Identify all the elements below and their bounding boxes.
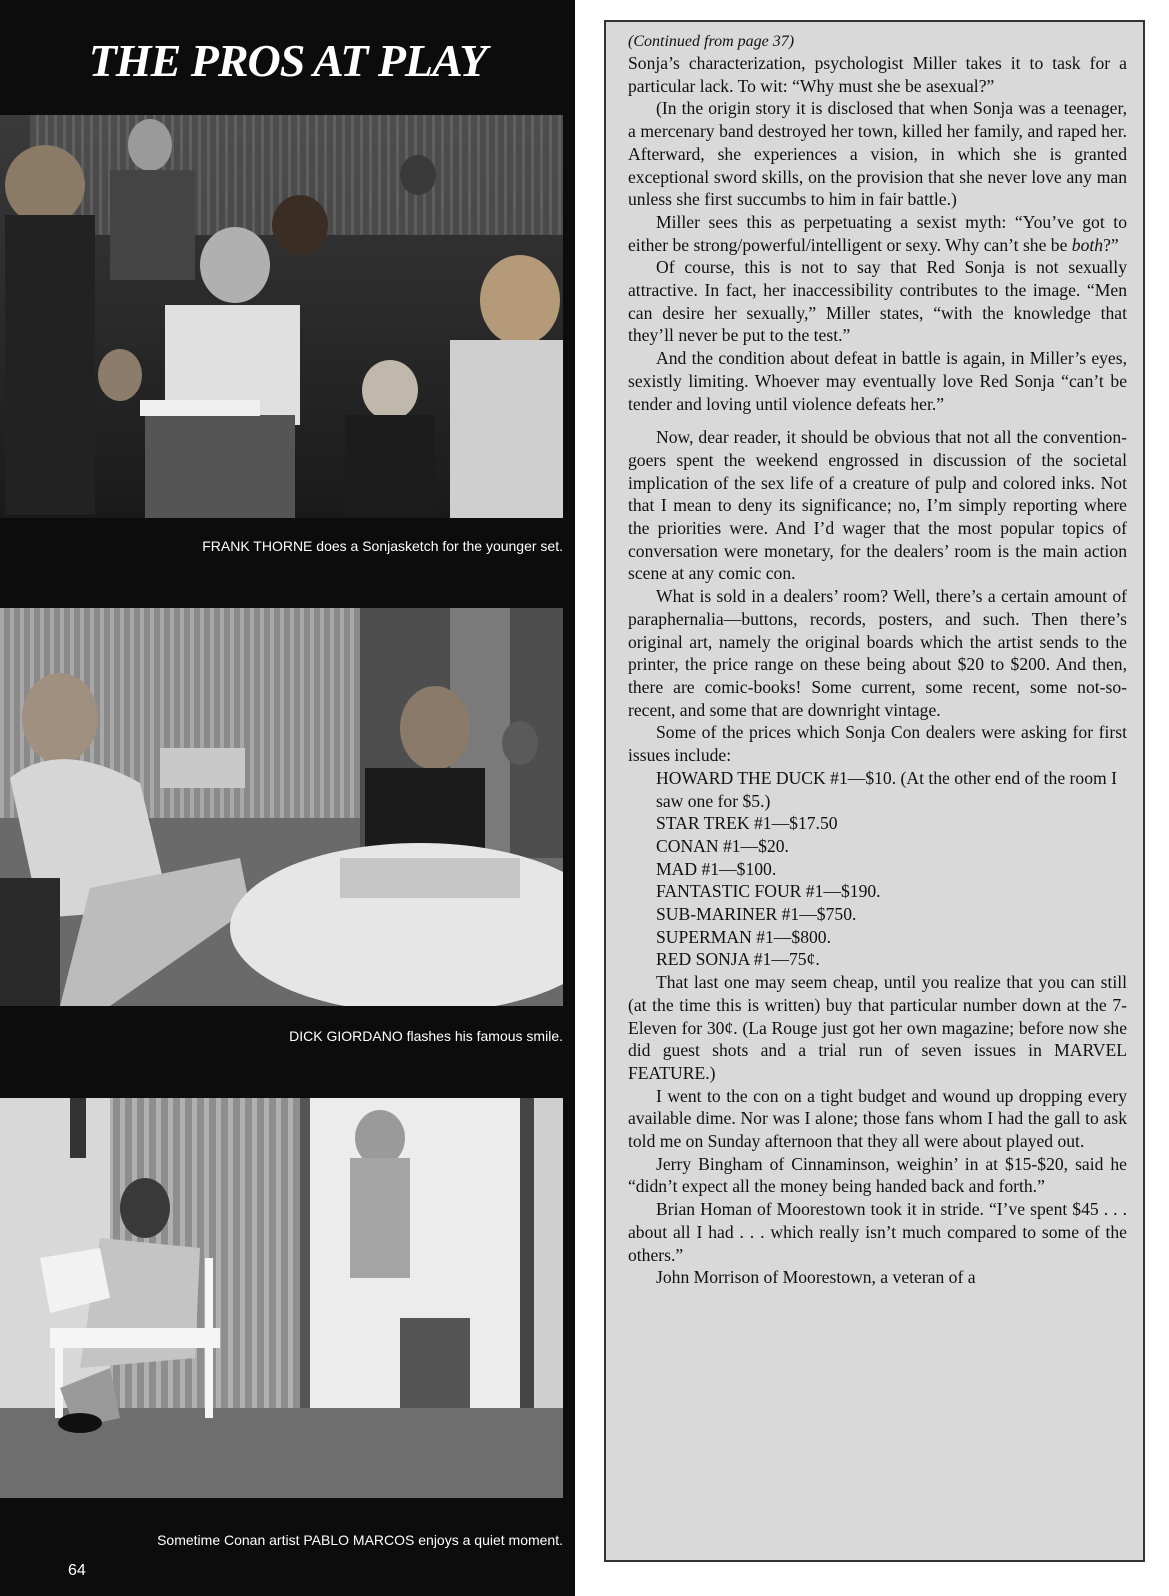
price-item: SUPERMAN #1—$800. — [656, 926, 831, 947]
article-paragraph: That last one may seem cheap, until you realize that you can still (at the time this is written) buy that particular number down at the 7-Eleven for 30¢. (La Rouge just got her own magazine; before now she did guest shots and a trial run of seven issues in MARVEL FEATURE.) — [628, 972, 1127, 1083]
caption-photo1: FRANK THORNE does a Sonjasketch for the younger set. — [202, 538, 563, 554]
article-paragraph: Sonja’s characterization, psychologist Miller takes it to task for a particular lack. To wit: “Why must she be asexual?” — [628, 53, 1127, 96]
price-item: CONAN #1—$20. — [656, 835, 789, 856]
photo-column — [0, 0, 575, 1596]
photo-frank-thorne — [0, 115, 563, 518]
article-paragraph: And the condition about defeat in battle is again, in Miller’s eyes, sexistly limiting. Whoever may eventually love Red Sonja “can’t be tender and loving until violence defeats her.” — [628, 348, 1127, 414]
caption-photo2: DICK GIORDANO flashes his famous smile. — [289, 1028, 563, 1044]
photo-dick-giordano — [0, 608, 563, 1006]
price-item: STAR TREK #1—$17.50 — [656, 813, 838, 834]
article-paragraph: Now, dear reader, it should be obvious that not all the convention-goers spent the weekend engrossed in discussion of the societal implication of the sex life of a creature of pulp and colored inks. Not that I mean to deny its significance; no, I’m simply reporting where the priorities were. And I’d wager that the most popular topics of conversation were monetary, for the dealers’ room is the main action scene at any comic con. — [628, 427, 1127, 584]
article-paragraph: Of course, this is not to say that Red Sonja is not sexually attractive. In fact, her inaccessibility contributes to the image. “Men can desire her sexually,” Miller states, “with the knowledge that they’ll never be put to the test.” — [628, 257, 1127, 346]
price-item: MAD #1—$100. — [656, 858, 777, 879]
emphasis-text: both — [1071, 234, 1104, 255]
price-item: RED SONJA #1—75¢. — [656, 949, 820, 970]
paragraph-text: ?” — [1103, 234, 1119, 255]
article-paragraph: John Morrison of Moorestown, a veteran of a — [656, 1267, 976, 1288]
price-item: FANTASTIC FOUR #1—$190. — [656, 881, 881, 902]
photo-pablo-marcos — [0, 1098, 563, 1498]
price-item: HOWARD THE DUCK #1—$10. (At the other end of the room I saw one for $5.) — [656, 767, 1117, 811]
article-paragraph: Jerry Bingham of Cinnaminson, weighin’ in at $15-$20, said he “didn’t expect all the money being handed back and forth.” — [628, 1153, 1127, 1197]
page-number: 64 — [68, 1562, 86, 1579]
headline: THE PROS AT PLAY — [88, 35, 487, 86]
article-paragraph: (In the origin story it is disclosed that when Sonja was a teenager, a mercenary band destroyed her town, killed her family, and raped her. Afterward, she experiences a vision, in which she is granted exceptional sword skills, on the provision that she never love any man unless she first succumbs to him in fair battle.) — [628, 98, 1127, 210]
article-text-box — [604, 20, 1145, 1562]
price-item: SUB-MARINER #1—$750. — [656, 904, 857, 925]
caption-photo3: Sometime Conan artist PABLO MARCOS enjoys a quiet moment. — [157, 1532, 563, 1548]
article-paragraph: Brian Homan of Moorestown took it in stride. “I’ve spent $45 . . . about all I had . . . which really isn’t much compared to some of the others.” — [628, 1199, 1127, 1265]
article-paragraph: Some of the prices which Sonja Con dealers were asking for first issues include: — [628, 722, 1127, 766]
continued-note: (Continued from page 37) — [628, 33, 795, 50]
price-list — [628, 767, 1127, 971]
paragraph-text: Miller sees this as perpetuating a sexist myth: “You’ve got to either be strong/powerful/intelligent or sexy. Why can’t she be — [628, 211, 1127, 255]
article-paragraph: I went to the con on a tight budget and wound up dropping every available dime. Nor was I alone; those fans whom I had the gall to ask told me on Sunday afternoon that they all were about played out. — [628, 1085, 1127, 1152]
article-paragraph: What is sold in a dealers’ room? Well, there’s a certain amount of paraphernalia—buttons, records, posters, and such. Then there’s original art, namely the original boards which the artist sends to the printer, the price range on these being about $20 to $200. And then, there are comic-books! Some current, some recent, some not-so-recent, and some that are downright vintage. — [628, 586, 1127, 720]
article-paragraph — [628, 211, 1127, 256]
